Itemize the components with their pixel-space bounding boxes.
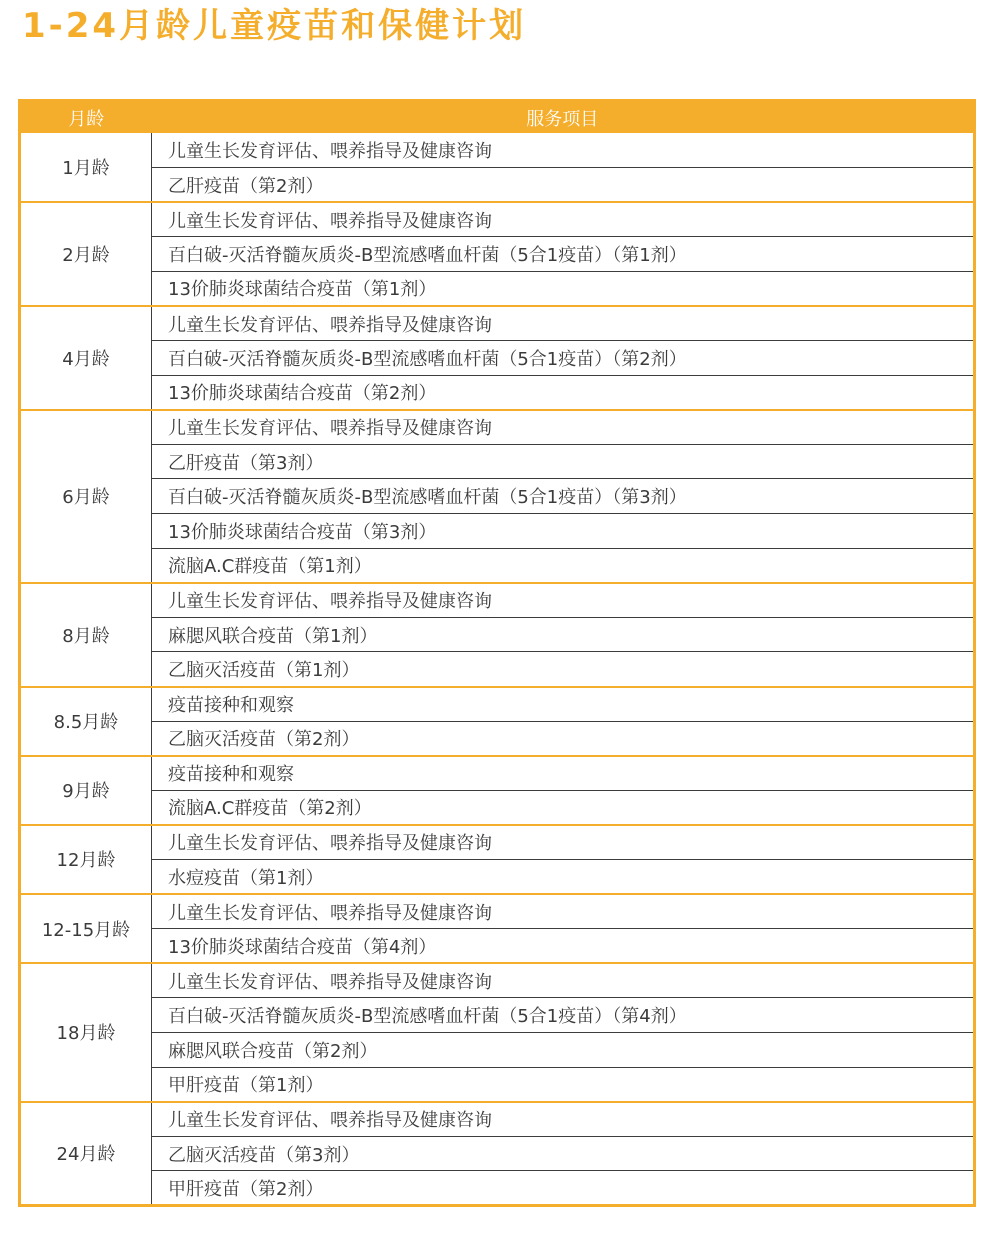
table-row xyxy=(20,687,975,722)
service-cell: 乙肝疫苗（第3剂） xyxy=(152,444,975,479)
service-cell: 儿童生长发育评估、喂养指导及健康咨询 xyxy=(152,202,975,237)
service-cell: 疫苗接种和观察 xyxy=(152,756,975,791)
table-row xyxy=(20,271,975,306)
service-cell: 麻腮风联合疫苗（第1剂） xyxy=(152,617,975,652)
table-row xyxy=(20,306,975,341)
age-cell: 6月龄 xyxy=(20,410,152,583)
service-cell: 乙脑灭活疫苗（第3剂） xyxy=(152,1136,975,1171)
table-row xyxy=(20,1032,975,1067)
table-row xyxy=(20,825,975,860)
table-row xyxy=(20,652,975,687)
service-cell: 儿童生长发育评估、喂养指导及健康咨询 xyxy=(152,963,975,998)
service-cell: 百白破-灭活脊髓灰质炎-B型流感嗜血杆菌（5合1疫苗）（第3剂） xyxy=(152,479,975,514)
service-cell: 13价肺炎球菌结合疫苗（第4剂） xyxy=(152,929,975,964)
table-row xyxy=(20,859,975,894)
table-row xyxy=(20,583,975,618)
age-cell: 2月龄 xyxy=(20,202,152,306)
service-cell: 儿童生长发育评估、喂养指导及健康咨询 xyxy=(152,133,975,168)
age-cell: 8.5月龄 xyxy=(20,687,152,756)
age-cell: 9月龄 xyxy=(20,756,152,825)
page-title: 1-24月龄儿童疫苗和保健计划 xyxy=(22,6,527,46)
service-cell: 儿童生长发育评估、喂养指导及健康咨询 xyxy=(152,583,975,618)
service-cell: 麻腮风联合疫苗（第2剂） xyxy=(152,1032,975,1067)
table-header-row xyxy=(20,101,975,134)
service-cell: 乙肝疫苗（第2剂） xyxy=(152,168,975,203)
vaccination-schedule-table xyxy=(18,99,976,1207)
age-cell: 18月龄 xyxy=(20,963,152,1101)
table-row xyxy=(20,617,975,652)
service-cell: 水痘疫苗（第1剂） xyxy=(152,859,975,894)
table-row xyxy=(20,168,975,203)
service-cell: 儿童生长发育评估、喂养指导及健康咨询 xyxy=(152,306,975,341)
age-cell: 4月龄 xyxy=(20,306,152,410)
age-cell: 12-15月龄 xyxy=(20,894,152,963)
service-cell: 13价肺炎球菌结合疫苗（第2剂） xyxy=(152,375,975,410)
header-age: 月龄 xyxy=(20,101,152,134)
service-cell: 儿童生长发育评估、喂养指导及健康咨询 xyxy=(152,410,975,445)
service-cell: 13价肺炎球菌结合疫苗（第3剂） xyxy=(152,514,975,549)
table-row xyxy=(20,202,975,237)
table-row xyxy=(20,479,975,514)
service-cell: 乙脑灭活疫苗（第1剂） xyxy=(152,652,975,687)
table-row xyxy=(20,514,975,549)
table-row xyxy=(20,721,975,756)
service-cell: 百白破-灭活脊髓灰质炎-B型流感嗜血杆菌（5合1疫苗）（第4剂） xyxy=(152,998,975,1033)
table-row xyxy=(20,375,975,410)
service-cell: 百白破-灭活脊髓灰质炎-B型流感嗜血杆菌（5合1疫苗）（第1剂） xyxy=(152,237,975,272)
table-row xyxy=(20,756,975,791)
service-cell: 百白破-灭活脊髓灰质炎-B型流感嗜血杆菌（5合1疫苗）（第2剂） xyxy=(152,341,975,376)
age-cell: 8月龄 xyxy=(20,583,152,687)
service-cell: 甲肝疫苗（第1剂） xyxy=(152,1067,975,1102)
age-cell: 1月龄 xyxy=(20,133,152,202)
service-cell: 儿童生长发育评估、喂养指导及健康咨询 xyxy=(152,1102,975,1137)
table-row xyxy=(20,894,975,929)
service-cell: 13价肺炎球菌结合疫苗（第1剂） xyxy=(152,271,975,306)
table-row xyxy=(20,410,975,445)
table-row xyxy=(20,929,975,964)
table-row xyxy=(20,341,975,376)
table-row xyxy=(20,963,975,998)
table-row xyxy=(20,998,975,1033)
table-row xyxy=(20,133,975,168)
service-cell: 甲肝疫苗（第2剂） xyxy=(152,1171,975,1206)
service-cell: 儿童生长发育评估、喂养指导及健康咨询 xyxy=(152,825,975,860)
table-row xyxy=(20,1136,975,1171)
table-row xyxy=(20,1171,975,1206)
table-row xyxy=(20,1067,975,1102)
header-service: 服务项目 xyxy=(152,101,975,134)
table-body xyxy=(20,133,975,1205)
table-row xyxy=(20,444,975,479)
service-cell: 儿童生长发育评估、喂养指导及健康咨询 xyxy=(152,894,975,929)
service-cell: 疫苗接种和观察 xyxy=(152,687,975,722)
table-row xyxy=(20,1102,975,1137)
age-cell: 12月龄 xyxy=(20,825,152,894)
table-row xyxy=(20,548,975,583)
age-cell: 24月龄 xyxy=(20,1102,152,1206)
service-cell: 流脑A.C群疫苗（第2剂） xyxy=(152,790,975,825)
service-cell: 乙脑灭活疫苗（第2剂） xyxy=(152,721,975,756)
table-row xyxy=(20,790,975,825)
table-row xyxy=(20,237,975,272)
service-cell: 流脑A.C群疫苗（第1剂） xyxy=(152,548,975,583)
